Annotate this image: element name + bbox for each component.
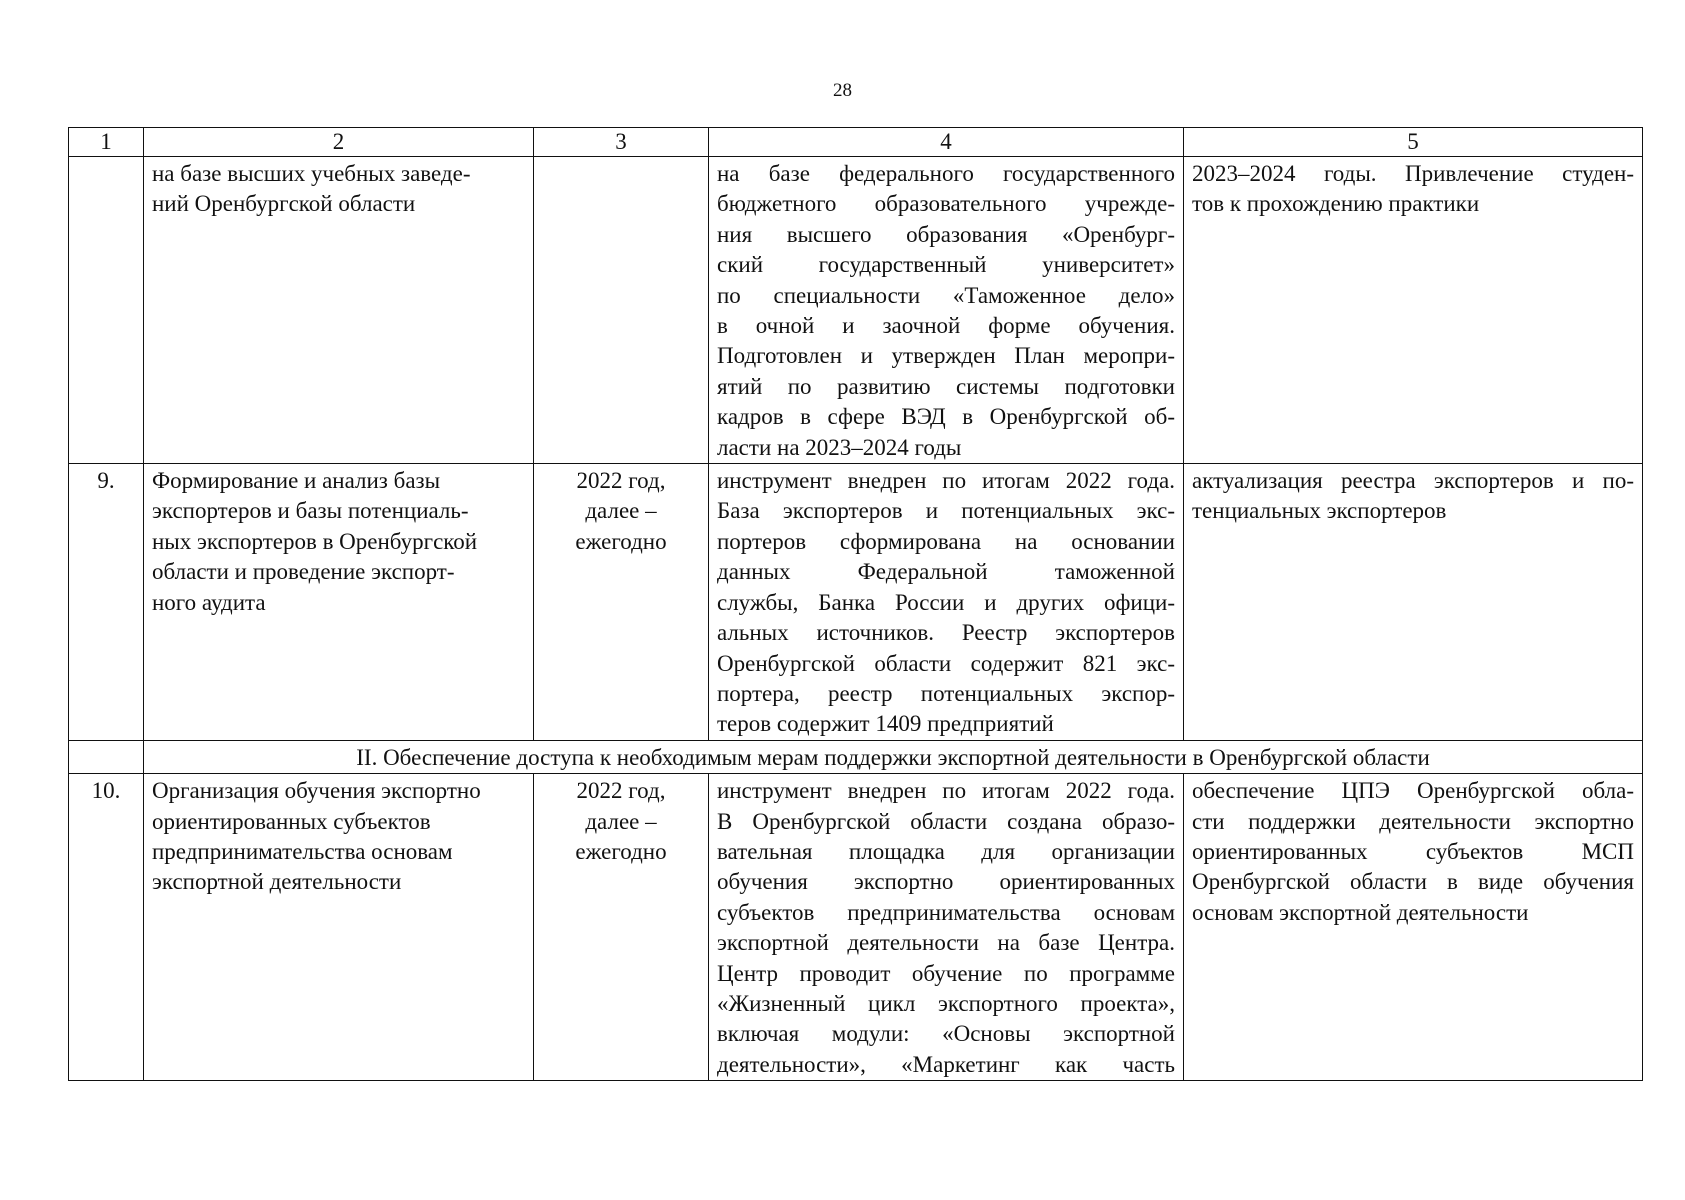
text-line: кадров в сфере ВЭД в Оренбургской об-: [717, 404, 1175, 430]
text-line: инструмент внедрен по итогам 2022 года.: [717, 778, 1175, 804]
text-line: ного аудита: [152, 589, 266, 615]
measure-cell: [144, 774, 534, 1081]
text-line: обучения экспортно ориентированных: [717, 869, 1175, 895]
text-line: Формирование и анализ базы: [152, 468, 441, 494]
text-line: основам экспортной деятельности: [1192, 899, 1529, 925]
text-line: портеров сформирована на основании: [717, 528, 1175, 554]
text-line: тенциальных экспортеров: [1192, 498, 1447, 524]
text-line: ных экспортеров в Оренбургской: [152, 528, 478, 554]
text-line: деятельности», «Маркетинг как часть: [717, 1051, 1175, 1077]
text-line: по специальности «Таможенное дело»: [717, 282, 1175, 308]
table-row-continued: [69, 157, 1643, 464]
text-line: «Жизненный цикл экспортного проекта»,: [717, 990, 1175, 1016]
text-line: экспортной деятельности на базе Центра.: [717, 930, 1175, 956]
status-cell: [709, 464, 1184, 741]
text-line: Организация обучения экспортно: [152, 778, 481, 804]
text-line: предпринимательства основам: [152, 838, 453, 864]
text-line: в очной и заочной форме обучения.: [717, 313, 1175, 339]
text-line: на базе высших учебных заведе-: [152, 161, 471, 186]
text-line: области и проведение экспорт-: [152, 559, 455, 585]
text-line: ский государственный университет»: [717, 252, 1175, 278]
text-line: ний Оренбургской области: [152, 191, 416, 217]
table-row-9: [69, 464, 1643, 741]
text-line: Центр проводит обучение по программе: [717, 960, 1175, 986]
text-line: тов к прохождению практики: [1192, 191, 1480, 217]
text-line: обеспечение ЦПЭ Оренбургской обла-: [1192, 778, 1634, 804]
table-row-10: [69, 774, 1643, 1081]
text-line: База экспортеров и потенциальных экс-: [717, 498, 1175, 524]
text-line: далее –: [585, 808, 657, 834]
measure-cell: [144, 464, 534, 741]
text-line: теров содержит 1409 предприятий: [717, 711, 1054, 737]
result-cell: [1184, 774, 1643, 1081]
column-header-3: 3: [534, 128, 709, 157]
text-line: Оренбургской области в виде обучения: [1192, 869, 1634, 895]
deadline-cell: [534, 464, 709, 741]
text-line: Оренбургской области содержит 821 экс-: [717, 650, 1175, 676]
text-line: экспортной деятельности: [152, 869, 402, 895]
text-line: экспортеров и базы потенциаль-: [152, 498, 469, 524]
column-header-4: 4: [709, 128, 1184, 157]
text-line: включая модули: «Основы экспортной: [717, 1021, 1175, 1047]
result-cell: [1184, 157, 1643, 464]
status-cell: [709, 157, 1184, 464]
row-number-cell: 10.: [69, 774, 144, 1081]
table-header-row: [69, 128, 1643, 157]
section-number-cell: [69, 740, 144, 773]
text-line: далее –: [585, 498, 657, 524]
row-number-cell: 9.: [69, 464, 144, 741]
measure-cell: [144, 157, 534, 464]
column-header-2: 2: [144, 128, 534, 157]
text-line: альных источников. Реестр экспортеров: [717, 620, 1175, 646]
text-line: ласти на 2023–2024 годы: [717, 434, 962, 460]
text-line: 2022 год,: [576, 778, 666, 804]
text-line: ежегодно: [575, 528, 667, 554]
text-line: ежегодно: [575, 838, 667, 864]
text-line: сти поддержки деятельности экспортно: [1192, 808, 1634, 834]
text-line: ориентированных субъектов: [152, 808, 431, 834]
text-line: актуализация реестра экспортеров и по-: [1192, 468, 1634, 494]
text-line: инструмент внедрен по итогам 2022 года.: [717, 468, 1175, 494]
text-line: службы, Банка России и других офици-: [717, 589, 1175, 615]
text-line: портера, реестр потенциальных экспор-: [717, 680, 1175, 706]
section-header-row: [69, 740, 1643, 773]
text-line: ориентированных субъектов МСП: [1192, 838, 1634, 864]
text-line: В Оренбургской области создана образо-: [717, 808, 1175, 834]
text-line: данных Федеральной таможенной: [717, 559, 1175, 585]
text-line: 2023–2024 годы. Привлечение студен-: [1192, 161, 1634, 186]
row-number-cell: [69, 157, 144, 464]
text-line: субъектов предпринимательства основам: [717, 899, 1175, 925]
text-line: ния высшего образования «Оренбург-: [717, 221, 1175, 247]
section-title: II. Обеспечение доступа к необходимым мерам поддержки экспортной деятельности в Оренбургской области: [144, 740, 1643, 773]
document-table: [68, 127, 1643, 1081]
column-header-5: 5: [1184, 128, 1643, 157]
text-line: вательная площадка для организации: [717, 838, 1175, 864]
deadline-cell: [534, 774, 709, 1081]
deadline-cell: [534, 157, 709, 464]
text-line: Подготовлен и утвержден План меропри-: [717, 343, 1175, 369]
text-line: бюджетного образовательного учрежде-: [717, 191, 1175, 217]
status-cell: [709, 774, 1184, 1081]
column-header-1: 1: [69, 128, 144, 157]
text-line: ятий по развитию системы подготовки: [717, 373, 1175, 399]
result-cell: [1184, 464, 1643, 741]
page-number: 28: [833, 80, 852, 101]
text-line: 2022 год,: [576, 468, 666, 494]
text-line: на базе федерального государственного: [717, 161, 1175, 186]
